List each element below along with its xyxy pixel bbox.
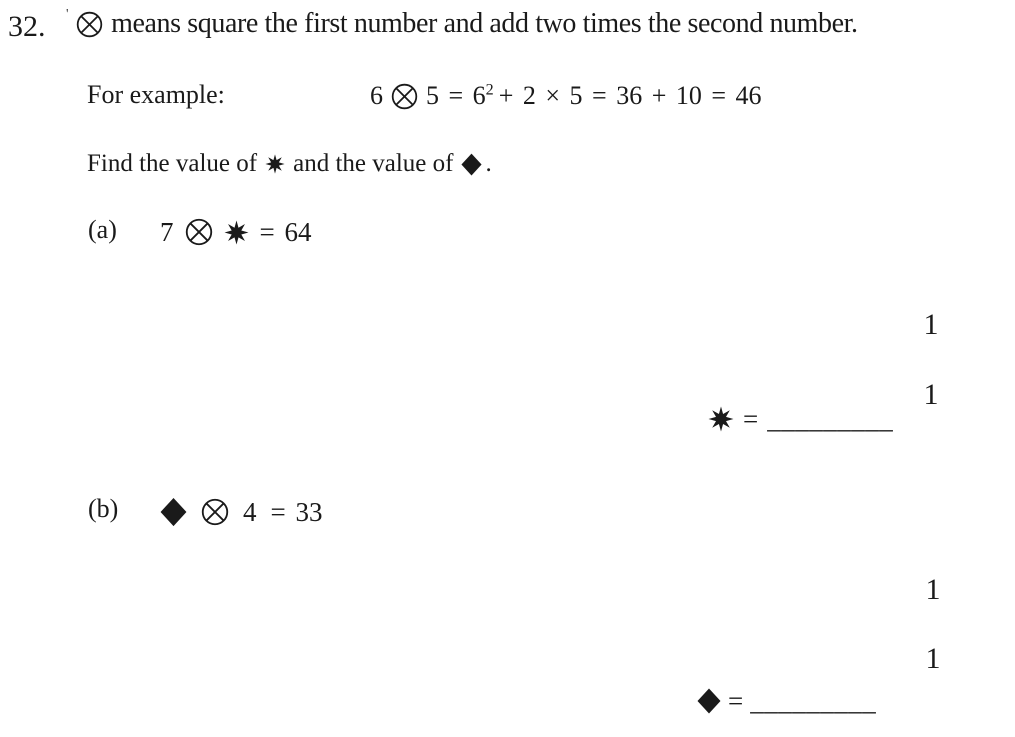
example-eq-rest: + 2 × 5 = 36 + 10 = 46 [498, 81, 762, 110]
find-text-before-star: Find the value of [87, 150, 258, 177]
part-b-label: (b) [88, 494, 119, 523]
otimes-icon [391, 83, 418, 110]
find-period: . [485, 150, 492, 177]
question-stem [66, 4, 858, 44]
question-number: 32. [8, 10, 46, 43]
example-label: For example: [87, 80, 225, 109]
example-eq-mid: 5 = 6 [426, 81, 486, 110]
definition-text: means square the first number and add two times the second number. [111, 8, 858, 39]
mark-badge: 1 [925, 573, 941, 606]
mark-badge: 1 [923, 308, 939, 341]
part-b-result: = 33 [270, 496, 323, 527]
part-a-equation [160, 209, 311, 255]
stray-mark: ' [66, 7, 69, 22]
part-b-equation [160, 488, 322, 536]
otimes-icon [201, 498, 229, 526]
answer-blank: _________ [767, 403, 894, 434]
diamond-icon [160, 497, 187, 527]
star-icon [708, 406, 734, 432]
part-a-result: = 64 [259, 216, 312, 247]
equals-sign: = [728, 685, 744, 716]
example-eq-body [426, 81, 762, 111]
mark-badge: 1 [925, 642, 941, 675]
part-a-label: (a) [88, 215, 117, 244]
example-eq-first: 6 [370, 81, 383, 110]
example-eq-exponent: 2 [485, 81, 494, 99]
part-a-answer-line [708, 397, 893, 441]
part-a-first-number: 7 [160, 216, 174, 247]
equals-sign: = [743, 403, 759, 434]
diamond-icon [697, 688, 721, 714]
otimes-icon [185, 218, 213, 246]
star-icon [224, 220, 249, 245]
answer-blank: _________ [750, 685, 877, 716]
find-instruction [87, 145, 492, 183]
otimes-icon [76, 11, 103, 38]
find-text-between: and the value of [293, 150, 454, 177]
part-b-answer-line [697, 680, 876, 722]
star-icon [265, 154, 285, 174]
diamond-icon [461, 153, 482, 176]
mark-badge: 1 [923, 378, 939, 411]
example-equation [370, 74, 762, 118]
part-b-second-number: 4 [243, 496, 257, 527]
